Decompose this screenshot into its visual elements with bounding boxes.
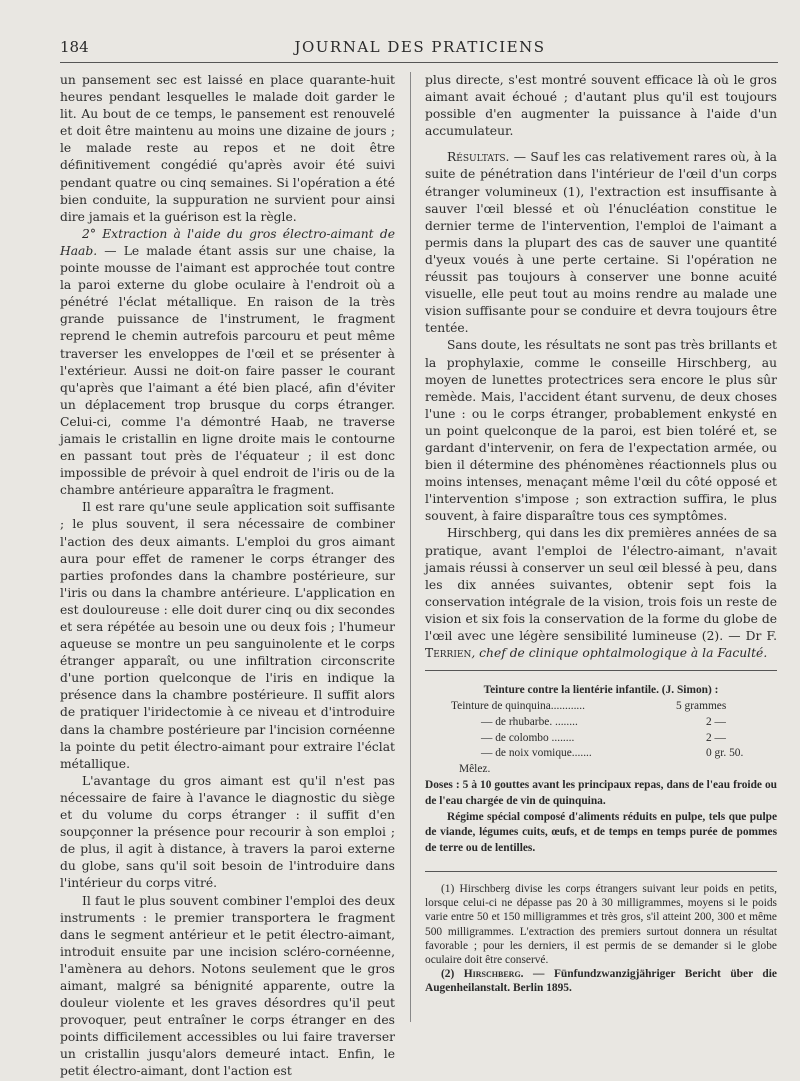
recipe-row bbox=[425, 715, 777, 731]
author-name: F. Terrien bbox=[425, 629, 777, 661]
author-affiliation: , chef de clinique ophtalmologique à la Faculté. bbox=[471, 646, 768, 661]
paragraph bbox=[425, 149, 777, 337]
paragraph-body: Hirschberg, qui dans les dix premières années de sa pratique, avant l'emploi de l'électro-aimant, n'avait jamais réussi à conserver un seul œil blessé à peu, dans les dix années suivantes, obtenir sept fois la conservation intégrale de la vision, trois fois un reste de vision et six fois la conservation de la forme du globe de l'œil avec une légère sensibilité lumineuse (2). — Dr bbox=[425, 526, 777, 643]
page-number: 184 bbox=[60, 38, 89, 56]
header-rule bbox=[60, 62, 778, 63]
paragraph: Il est rare qu'une seule application soit suffisante ; le plus souvent, il sera nécessaire de combiner l'action des deux aimants. L'emploi du gros aimant aura pour effet de ramener le corps étranger des parties profondes dans la chambre postérieure, sur l'iris ou dans la chambre antérieure. L'application en est douloureuse : elle doit durer cinq ou dix secondes et sera répétée au besoin une ou deux fois ; l'humeur aqueuse se montre un peu sanguinolente et le corps étranger apparaît, ou une infiltration circonscrite d'une portion quelconque de l'iris en indique la présence dans la chambre postérieure. Il suffit alors de pratiquer l'iridectomie à ce niveau et d'introduire dans la chambre postérieure par l'incision cornéenne la pointe du petit électro-aimant pour extraire l'éclat métallique. bbox=[60, 500, 395, 771]
paragraph bbox=[425, 525, 777, 662]
paragraph: un pansement sec est laissé en place quarante-huit heures pendant lesquelles le malade doit garder le lit. Au bout de ce temps, le pansement est renouvelé et doit être maintenu au moins une dizaine de jours ; le malade reste au repos et ne doit être définitivement congédié qu'après avoir été suivi pendant quatre ou cinq semaines. Si l'opération a été bien conduite, la suppuration ne survient pour ainsi dire jamais et la guérison est la règle. bbox=[60, 73, 395, 224]
left-column bbox=[60, 72, 395, 1081]
recipe-box bbox=[425, 670, 777, 857]
paragraph-body: — Le malade étant assis sur une chaise, la pointe mousse de l'aimant est approchée tout contre la paroi externe du globe oculaire à l'endroit où a pénétré l'éclat métallique. En raison de la très grande puissance de l'instrument, le fragment reprend le chemin autrefois parcouru et peut même traverser les enveloppes de l'œil et se présenter à l'extérieur. Aussi ne doit-on faire passer le courant qu'après que l'aimant a été bien placé, afin d'éviter un déplacement trop brusque du corps étranger. Celui-ci, comme l'a démontré Haab, ne traverse jamais le cristallin en ligne droite mais le contourne en passant tout près de l'équateur ; il est donc impossible de prévoir à quel endroit de l'iris ou de la chambre antérieure apparaîtra le fragment. bbox=[60, 243, 395, 498]
paragraph-body: — Sauf les cas relativement rares où, à la suite de pénétration dans l'intérieur de l'œil d'un corps étranger volumineux (1), l'extraction est insuffisante à sauver l'œil blessé et où l'énucléation constitue le dernier terme de l'intervention, l'emploi de l'aimant a permis dans la plupart des cas de sauver une quantité d'yeux voués à une perte certaine. Si l'opération ne réussit pas toujours à conserver une bonne acuité visuelle, elle peut tout au moins rendre au malade une vision suffisante pour se conduire et devra toujours être tentée. bbox=[425, 150, 777, 336]
column-divider bbox=[410, 72, 411, 1022]
paragraph bbox=[60, 226, 395, 500]
recipe-melez: Mêlez. bbox=[459, 763, 491, 776]
paragraph: Il faut le plus souvent combiner l'emploi des deux instruments : le premier transportera le fragment dans le segment antérieur et le petit électro-aimant, introduit ensuite par une incision scléro-cornéenne, l'amènera au dehors. Notons seulement que le gros aimant, malgré sa bénignité apparente, outre la douleur violente et les graves désordres qu'il peut provoquer, peut entraîner le corps étranger en des points difficilement accessibles ou lui faire traverser un cristallin jusqu'alors demeuré intact. Enfin, le petit électro-aimant, dont l'action est bbox=[60, 893, 395, 1079]
footnote-label: (2) Hirschberg. — bbox=[441, 968, 545, 981]
recipe-amount: 5 grammes bbox=[676, 699, 727, 712]
footnotes bbox=[425, 871, 777, 996]
section-heading: 2° Extraction à l'aide du gros électro-aimant de Haab. bbox=[60, 226, 395, 258]
recipe-ingredient: Teinture de quinquina............ bbox=[451, 699, 585, 712]
footnote: (1) Hirschberg divise les corps étrangers suivant leur poids en petits, lorsque celui-ci ne dépasse pas 20 à 30 milligrammes, moyens si le poids varie entre 50 et 150 milligrammes et très gros, s'il atteint 200, 300 et même 500 milligrammes. L'extraction des premiers surtout donnera un résultat favorable ; pour les derniers, il est permis de se demander si le globe oculaire doit être conservé. bbox=[425, 882, 777, 966]
recipe-ingredient: — de noix vomique....... bbox=[481, 747, 592, 760]
recipe-amount: 2 — bbox=[706, 731, 726, 744]
page-header bbox=[60, 38, 780, 62]
right-column bbox=[425, 72, 777, 996]
recipe-regime: Régime spécial composé d'aliments réduits en pulpe, tels que pulpe de viande, légumes cuits, œufs, et de temps en temps purée de pommes de terre ou de lentilles. bbox=[425, 810, 777, 855]
recipe-row bbox=[425, 699, 777, 715]
recipe-doses: Doses : 5 à 10 gouttes avant les principaux repas, dans de l'eau froide ou de l'eau chargée de vin de quinquina. bbox=[425, 778, 777, 807]
footnote bbox=[425, 967, 777, 995]
paragraph: plus directe, s'est montré souvent efficace là où le gros aimant avait échoué ; d'autant plus qu'il est toujours possible d'en augmenter la puissance à l'aide d'un accumulateur. bbox=[425, 73, 777, 139]
recipe-row bbox=[425, 731, 777, 747]
recipe-amount: 2 — bbox=[706, 715, 726, 728]
recipe-ingredient: — de colombo ........ bbox=[481, 731, 575, 744]
recipe-row bbox=[425, 746, 777, 762]
recipe-amount: 0 gr. 50. bbox=[706, 747, 744, 760]
running-title: JOURNAL DES PRATICIENS bbox=[294, 38, 546, 56]
footnote-body: Fünfundzwanzigjähriger Bericht über die Augenheilanstalt. Berlin 1895. bbox=[425, 968, 777, 995]
paragraph: L'avantage du gros aimant est qu'il n'est pas nécessaire de faire à l'avance le diagnostic du siège et du volume du corps étranger : il suffit d'en soupçonner la présence pour recourir à son emploi ; de plus, il agit à distance, à travers la paroi externe du globe, sans qu'il soit besoin de l'introduire dans l'intérieur du corps vitré. bbox=[60, 773, 395, 891]
recipe-ingredient: — de rhubarbe. ........ bbox=[481, 715, 578, 728]
recipe-title: Teinture contre la lientérie infantile. (J. Simon) : bbox=[483, 684, 719, 697]
paragraph: Sans doute, les résultats ne sont pas très brillants et la prophylaxie, comme le conseille Hirschberg, au moyen de lunettes protectrices sera encore le plus sûr remède. Mais, l'accident étant survenu, de deux choses l'une : ou le corps étranger, probablement enkysté en un point quelconque de la paroi, est bien toléré et, se gardant d'intervenir, on fera de l'expectation armée, ou bien il détermine des phénomènes réactionnels plus ou moins intenses, menaçant même l'œil du côté opposé et l'intervention s'impose ; son extraction suffira, le plus souvent, à faire disparaître tous ces symptômes. bbox=[425, 338, 777, 524]
section-label: Résultats. bbox=[447, 150, 510, 165]
